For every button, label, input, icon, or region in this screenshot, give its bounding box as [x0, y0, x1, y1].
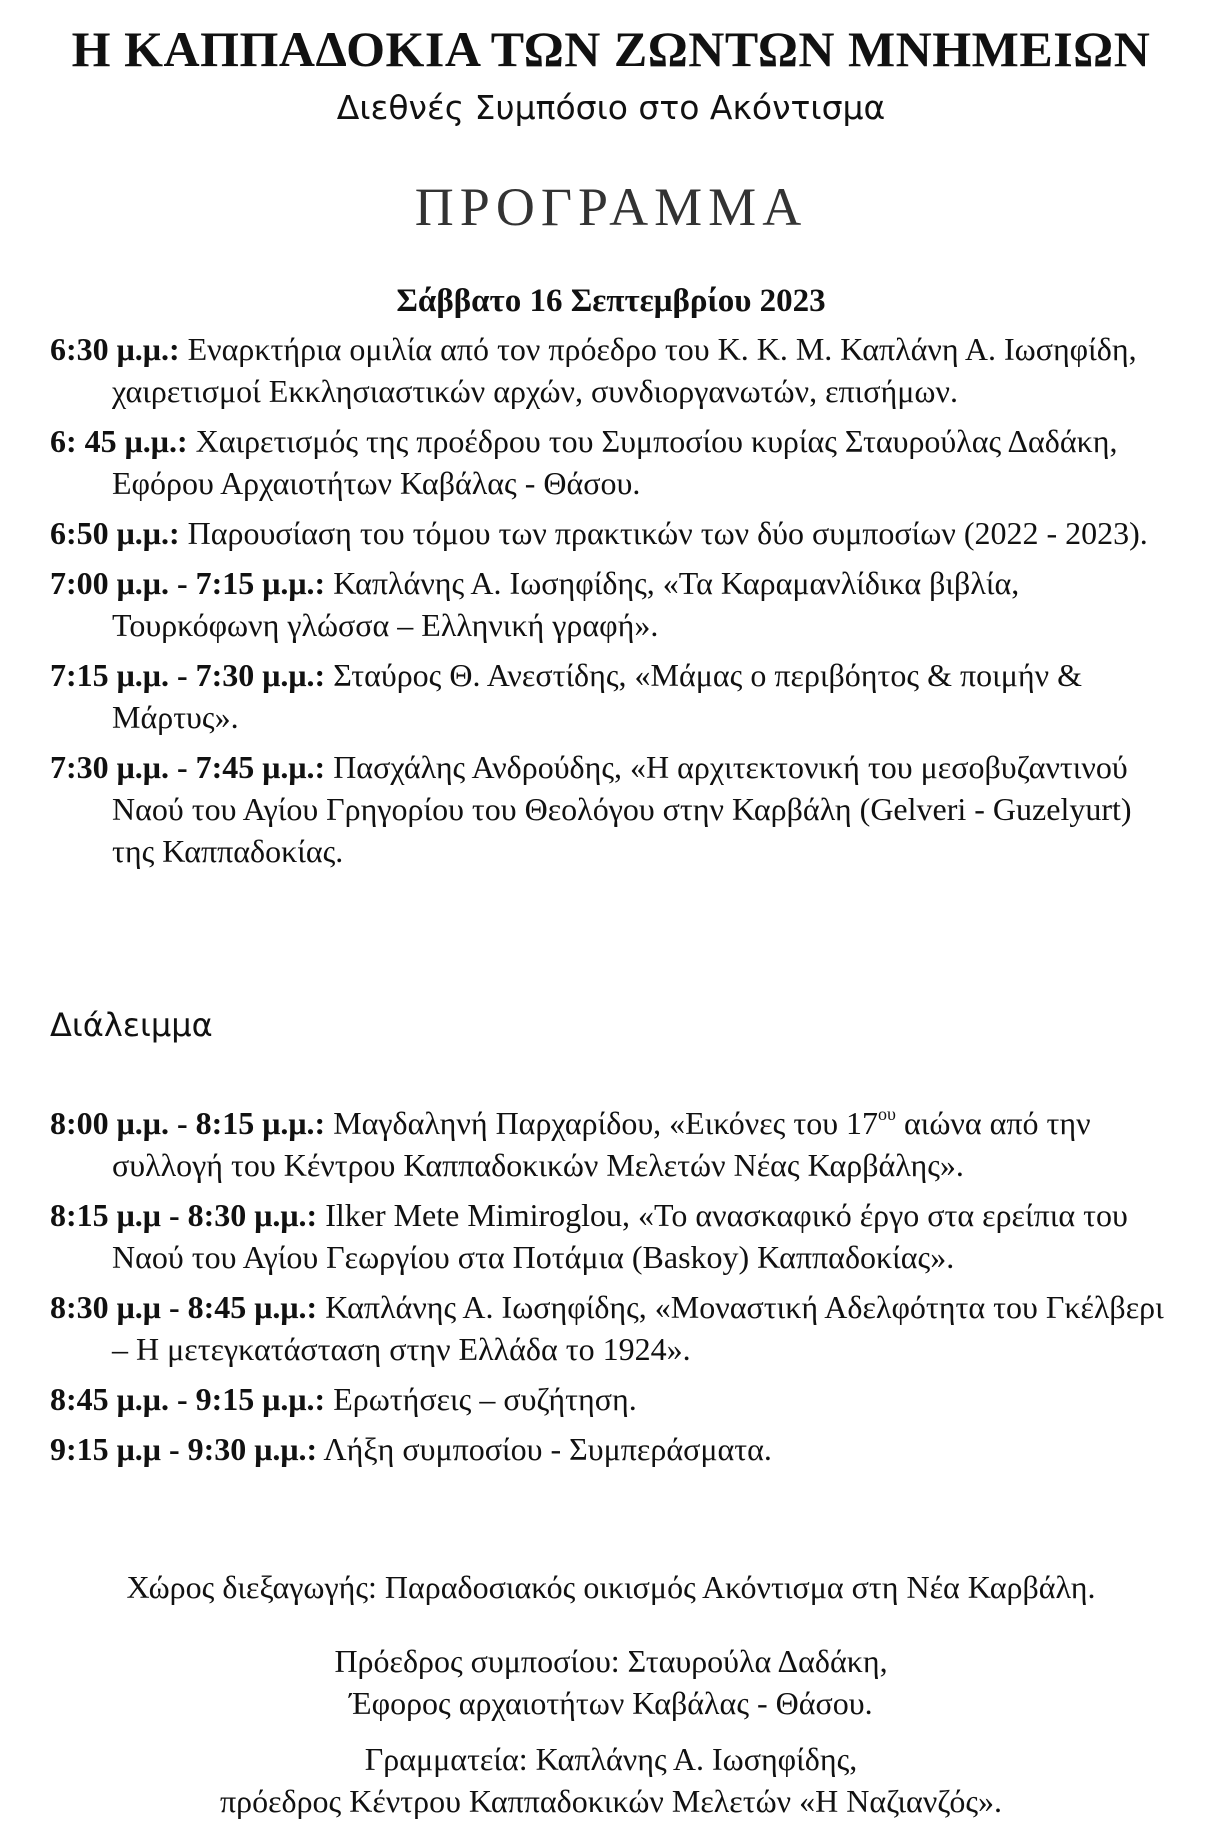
- schedule-entry: [50, 1378, 1180, 1420]
- entry-text: Καπλάνης Α. Ιωσηφίδης, «Μοναστική Αδελφότητα του Γκέλβερι – Η μετεγκατάσταση στην Ελλάδα το 1924».: [112, 1289, 1164, 1367]
- document-title: Η ΚΑΠΠΑΔΟΚΙΑ ΤΩΝ ΖΩΝΤΩΝ ΜΝΗΜΕΙΩΝ: [71, 21, 1151, 77]
- venue-line: Χώρος διεξαγωγής: Παραδοσιακός οικισμός Ακόντισμα στη Νέα Καρβάλη.: [126, 1569, 1096, 1605]
- entry-time: 7:15 μ.μ. - 7:30 μ.μ.:: [50, 657, 326, 693]
- program-heading: ΠΡΟΓΡΑΜΜΑ: [414, 177, 808, 237]
- entry-text: Σταύρος Θ. Ανεστίδης, «Μάμας ο περιβόητος & ποιμήν & Μάρτυς».: [112, 657, 1082, 735]
- schedule-part-1: [50, 328, 1180, 872]
- entry-text: Ερωτήσεις – συζήτηση.: [325, 1381, 637, 1417]
- entry-time: 7:00 μ.μ. - 7:15 μ.μ.:: [50, 565, 326, 601]
- entry-time: 7:30 μ.μ. - 7:45 μ.μ.:: [50, 749, 326, 785]
- entry-text: Πασχάλης Ανδρούδης, «Η αρχιτεκτονική του μεσοβυζαντινού Ναού του Αγίου Γρηγορίου του Θεολόγου στην Καρβάλη (Gelveri - Guzelyurt) της Καππαδοκίας.: [112, 749, 1132, 869]
- schedule-entry: [50, 512, 1180, 554]
- schedule-entry: [50, 1286, 1180, 1370]
- entry-time: 8:30 μ.μ - 8:45 μ.μ.:: [50, 1289, 318, 1325]
- symposium-president: [0, 1640, 1222, 1724]
- schedule-entry: [50, 1194, 1180, 1278]
- schedule-entry: [50, 1428, 1180, 1470]
- entry-text: Καπλάνης Α. Ιωσηφίδης, «Τα Καραμανλίδικα βιβλία, Τουρκόφωνη γλώσσα – Ελληνική γραφή».: [112, 565, 1020, 643]
- entry-text: Εναρκτήρια ομιλία από τον πρόεδρο του Κ. Κ. Μ. Καπλάνη Α. Ιωσηφίδη, χαιρετισμοί Εκκλησιαστικών αρχών, συνδιοργανωτών, επισήμων.: [112, 331, 1137, 409]
- entry-text: Λήξη συμποσίου - Συμπεράσματα.: [317, 1431, 772, 1467]
- secretariat-name: Γραμματεία: Καπλάνης Α. Ιωσηφίδης,: [364, 1741, 858, 1777]
- entry-text: Ilker Mete Mimiroglou, «Το ανασκαφικό έργο στα ερείπια του Ναού του Αγίου Γεωργίου στα Ποτάμια (Baskoy) Καππαδοκίας».: [112, 1197, 1128, 1275]
- schedule-entry: [50, 654, 1180, 738]
- entry-time: 9:15 μ.μ - 9:30 μ.μ.:: [50, 1431, 318, 1467]
- entry-time: 6:30 μ.μ.:: [50, 331, 180, 367]
- entry-time: 8:15 μ.μ - 8:30 μ.μ.:: [50, 1197, 318, 1233]
- entry-time: 8:00 μ.μ. - 8:15 μ.μ.:: [50, 1105, 326, 1141]
- schedule-entry: [50, 1102, 1180, 1186]
- secretariat-title: πρόεδρος Κέντρου Καππαδοκικών Μελετών «Η Ναζιανζός».: [219, 1783, 1003, 1819]
- schedule-entry: [50, 420, 1180, 504]
- schedule-entry: [50, 562, 1180, 646]
- ordinal-superscript: ου: [878, 1104, 896, 1124]
- document-subtitle: Διεθνές Συμπόσιο στο Ακόντισμα: [336, 88, 886, 127]
- entry-time: 6:50 μ.μ.:: [50, 515, 180, 551]
- entry-text: Μαγδαληνή Παρχαρίδου, «Εικόνες του 17: [325, 1105, 879, 1141]
- schedule-part-2: [50, 1102, 1180, 1470]
- president-title: Έφορος αρχαιοτήτων Καβάλας - Θάσου.: [349, 1685, 873, 1721]
- event-date: Σάββατο 16 Σεπτεμβρίου 2023: [396, 283, 826, 319]
- entry-text: Παρουσίαση του τόμου των πρακτικών των δύο συμποσίων (2022 - 2023).: [179, 515, 1148, 551]
- president-name: Πρόεδρος συμποσίου: Σταυρούλα Δαδάκη,: [334, 1643, 888, 1679]
- entry-time: 8:45 μ.μ. - 9:15 μ.μ.:: [50, 1381, 326, 1417]
- entry-text: Χαιρετισμός της προέδρου του Συμποσίου κυρίας Σταυρούλας Δαδάκη, Εφόρου Αρχαιοτήτων Καβάλας - Θάσου.: [112, 423, 1118, 501]
- entry-time: 6: 45 μ.μ.:: [50, 423, 188, 459]
- secretariat: [0, 1738, 1222, 1822]
- schedule-entry: [50, 328, 1180, 412]
- break-label: Διάλειμμα: [50, 1006, 213, 1044]
- schedule-entry: [50, 746, 1180, 872]
- entry-text-continued: αιώνα από την συλλογή του Κέντρου Καππαδοκικών Μελετών Νέας Καρβάλης».: [112, 1105, 1091, 1183]
